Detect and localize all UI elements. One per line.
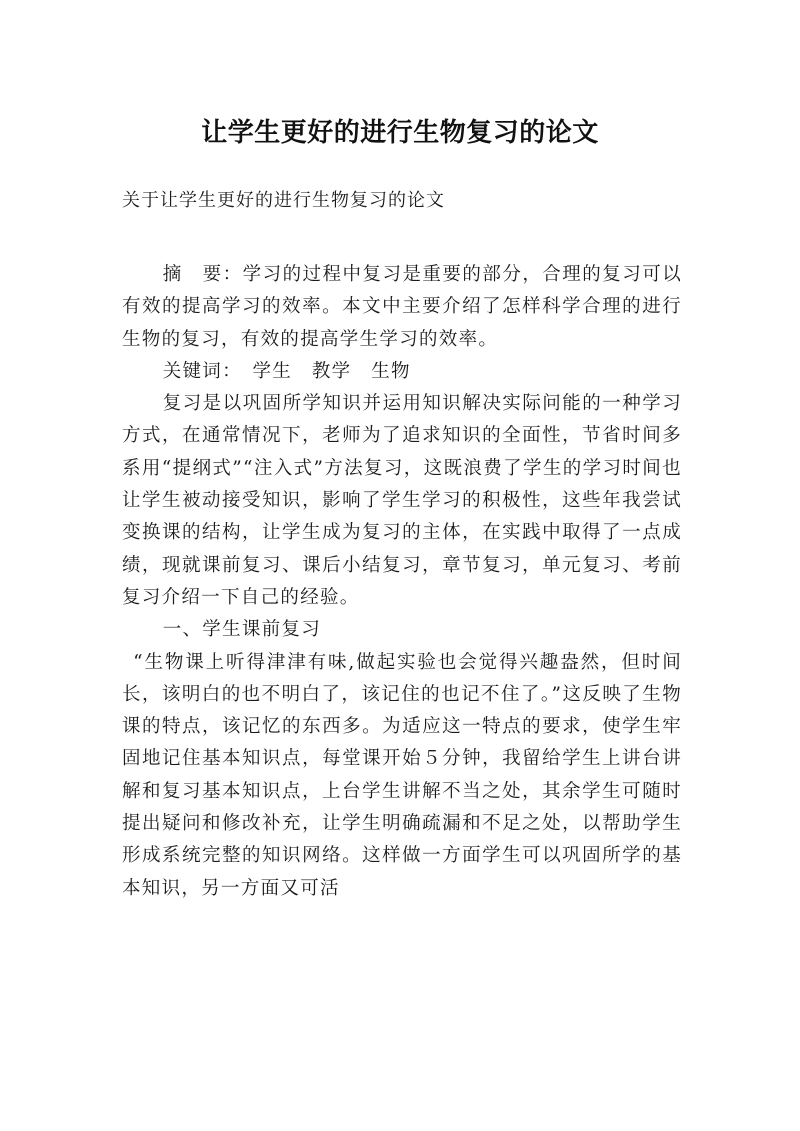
keywords-paragraph: 关键词： 学生 教学 生物 <box>162 360 411 382</box>
document-subtitle: 关于让学生更好的进行生物复习的论文 <box>122 190 445 211</box>
body-paragraph: “生物课上听得津津有味,做起实验也会觉得兴趣盎然，但时间长，该明白的也不明白了，该记住的也记不住了。”这反映了生物课的特点，该记忆的东西多。为适应这一特点的要求，使学生牢固地记住基本知识点，每堂课开始５分钟，我留给学生上讲台讲解和复习基本知识点，上台学生讲解不当之处，其余学生可随时提出疑问和修改补充，让学生明确疏漏和不足之处，以帮助学生形成系统完整的知识网络。这样做一方面学生可以巩固所学的基本知识，另一方面又可活 <box>122 651 682 899</box>
abstract-paragraph: 摘 要：学习的过程中复习是重要的部分，合理的复习可以有效的提高学习的效率。本文中主要介绍了怎样科学合理的进行生物的复习，有效的提高学生学习的效率。 <box>122 264 682 350</box>
document-body <box>122 259 682 905</box>
body-paragraph: 复习是以巩固所学知识并运用知识解决实际问能的一种学习方式，在通常情况下，老师为了追求知识的全面性，节省时间多系用“提纲式”“注入式”方法复习，这既浪费了学生的学习时间也让学生被动接受知识，影响了学生学习的积极性，这些年我尝试变换课的结构，让学生成为复习的主体，在实践中取得了一点成绩，现就课前复习、课后小结复习，章节复习，单元复习、考前复习介绍一下自己的经验。 <box>122 393 682 608</box>
section-heading: 一、学生课前复习 <box>162 619 322 641</box>
document-title: 让学生更好的进行生物复习的论文 <box>201 118 599 149</box>
